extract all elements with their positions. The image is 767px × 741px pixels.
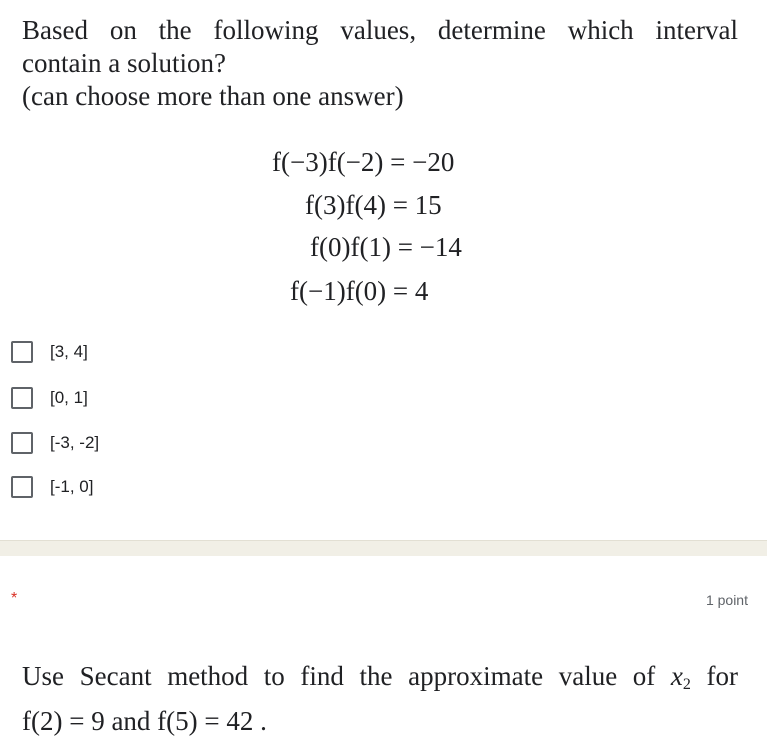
- option-row[interactable]: [11, 338, 88, 366]
- checkbox[interactable]: [11, 341, 33, 363]
- checkbox[interactable]: [11, 432, 33, 454]
- equation-2: f(3)f(4) = 15: [305, 190, 442, 220]
- question-2-text: [22, 658, 738, 739]
- option-label: [-1, 0]: [50, 477, 94, 496]
- card-separator: [0, 540, 767, 556]
- question-card-2: [0, 556, 767, 741]
- question-1-text: [22, 14, 738, 113]
- variable-subscript: 2: [682, 676, 691, 693]
- equation-1: f(−3)f(−2) = −20: [272, 147, 455, 177]
- question-1-line-3: (can choose more than one answer): [22, 81, 404, 111]
- question-2-line-1: [22, 658, 738, 703]
- option-label: [3, 4]: [50, 342, 88, 361]
- option-row[interactable]: [11, 429, 99, 457]
- option-label: [0, 1]: [50, 388, 88, 407]
- question-1-line-1: Based on the following values, determine which interval: [22, 15, 738, 45]
- question-1-line-2: contain a solution?: [22, 48, 226, 78]
- points-label: 1 point: [705, 592, 748, 608]
- required-marker: *: [11, 590, 18, 607]
- question-2-suffix: for: [706, 661, 739, 691]
- checkbox[interactable]: [11, 476, 33, 498]
- checkbox[interactable]: [11, 387, 33, 409]
- option-label: [-3, -2]: [50, 433, 100, 452]
- option-row[interactable]: [11, 473, 93, 501]
- variable-x: x: [670, 661, 683, 691]
- question-2-prefix: Use Secant method to find the approximate value of: [22, 661, 656, 691]
- equation-3: f(0)f(1) = −14: [310, 232, 462, 262]
- equation-4: f(−1)f(0) = 4: [290, 276, 429, 306]
- option-row[interactable]: [11, 384, 88, 412]
- question-2-line-2: f(2) = 9 and f(5) = 42 .: [22, 706, 267, 736]
